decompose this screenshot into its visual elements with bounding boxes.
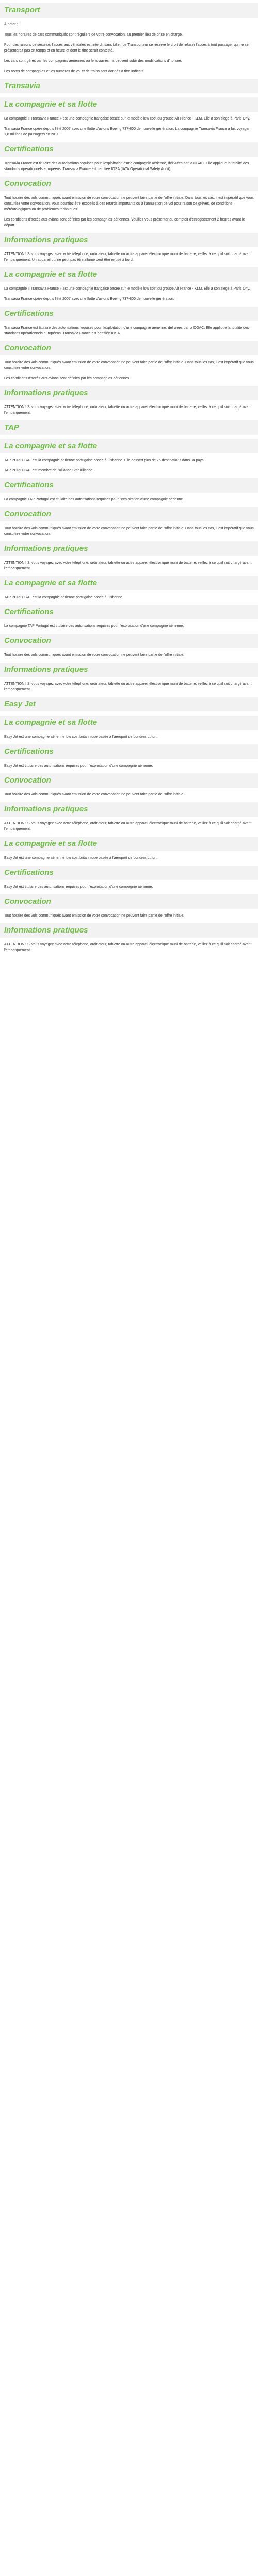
paragraph: ATTENTION ! Si vous voyagez avec votre téléphone, ordinateur, tablette ou autre appareil électronique muni de batterie, veillez à ce qu'il soit chargé avant l'embarquement.	[4, 682, 252, 691]
paragraph: Les conditions d'accès aux avions sont définies par les compagnies aériennes. Veuillez vous présenter au comptoir d'enregistrement 2 heures avant le départ.	[4, 218, 245, 227]
paragraph: TAP PORTUGAL est la compagnie aérienne portugaise basée à Lisbonne.	[4, 596, 123, 599]
section-header: Certifications	[0, 307, 258, 321]
paragraph: Pour des raisons de sécurité, l'accès aux véhicules est interdit sans billet. Le Transporteur se réserve le droit de refuser l'accès à tout passager qui ne se présenterait pas en temps et en heure et dont le titre serait contesté.	[4, 43, 249, 53]
paragraph: Les noms de compagnies et les numéros de vol et de trains sont donnés à titre indicatif.	[4, 70, 144, 73]
section-header: Certifications	[0, 478, 258, 493]
section-header: Convocation	[0, 341, 258, 355]
section-body	[0, 560, 258, 571]
section-header: La compagnie et sa flotte	[0, 837, 258, 851]
section-body	[0, 116, 258, 138]
section-body	[0, 497, 258, 502]
paragraph: TAP PORTUGAL est la compagnie aérienne portugaise basée à Lisbonne. Elle dessert plus de 75 destinations dans 34 pays.	[4, 459, 205, 462]
section-body	[0, 681, 258, 692]
section-body	[0, 360, 258, 381]
section-body	[0, 623, 258, 629]
section-body	[0, 884, 258, 890]
section-header: La compagnie et sa flotte	[0, 716, 258, 730]
section-header: Informations pratiques	[0, 233, 258, 247]
section-header: Informations pratiques	[0, 386, 258, 400]
paragraph: Transavia France opère depuis l'été 2007 avec une flotte d'avions Boeing 737-800 de nouvelle génération.	[4, 297, 174, 301]
paragraph: La compagnie « Transavia France » est une compagnie française basée sur le modèle low cost du groupe Air France - KLM. Elle a son siège à Paris Orly.	[4, 287, 250, 291]
section-header: Easy Jet	[0, 697, 258, 711]
paragraph: À noter :	[4, 23, 18, 26]
paragraph: ATTENTION ! Si vous voyagez avec votre téléphone, ordinateur, tablette ou autre appareil électronique muni de batterie, veillez à ce qu'il soit chargé avant l'embarquement. Un appareil qui ne peut pas être allumé peut être refusé à bord.	[4, 252, 252, 262]
section-body	[0, 286, 258, 302]
paragraph: Tous les horaires de cars communiqués sont réguliers de votre convocation, au premier lieu de prise en charge.	[4, 33, 183, 37]
section-body	[0, 325, 258, 336]
section-body	[0, 855, 258, 861]
paragraph: Easy Jet est une compagnie aérienne low cost britannique basée à l'aéroport de Londres Luton.	[4, 735, 158, 739]
paragraph: Les conditions d'accès aux avions sont définies par les compagnies aériennes.	[4, 377, 131, 380]
section-header: La compagnie et sa flotte	[0, 97, 258, 112]
section-body	[0, 942, 258, 953]
paragraph: ATTENTION ! Si vous voyagez avec votre téléphone, ordinateur, tablette ou autre appareil électronique muni de batterie, veillez à ce qu'il soit chargé avant l'embarquement.	[4, 405, 252, 415]
section-header: Transport	[0, 3, 258, 18]
section-header: Informations pratiques	[0, 663, 258, 677]
section-header: Certifications	[0, 605, 258, 619]
section-body	[0, 526, 258, 537]
section-body	[0, 251, 258, 263]
paragraph: TAP PORTUGAL est membre de l'alliance Star Alliance.	[4, 469, 94, 472]
section-header: Transavia	[0, 79, 258, 93]
paragraph: Tout horaire des vols communiqués avant émission de votre convocation ne peuvent faire partie de l'offre initiale.	[4, 914, 185, 918]
section-header: Informations pratiques	[0, 802, 258, 817]
paragraph: Easy Jet est titulaire des autorisations requises pour l'exploitation d'une compagnie aérienne.	[4, 885, 153, 889]
section-body	[0, 404, 258, 416]
section-header: Convocation	[0, 894, 258, 909]
paragraph: La compagnie TAP Portugal est titulaire des autorisations requises pour l'exploitation d'une compagnie aérienne.	[4, 624, 184, 628]
section-body	[0, 457, 258, 473]
section-header: La compagnie et sa flotte	[0, 576, 258, 590]
paragraph: Transavia France est titulaire des autorisations requises pour l'exploitation d'une compagnie aérienne, délivrées par la DGAC. Elle applique la totalité des standards opérationnels européens. Transavia France est certifiée IOSA.	[4, 326, 249, 335]
paragraph: Tout horaire des vols communiqués avant émission de votre convocation ne peuvent faire partie de l'offre initiale. Dans tous les cas, il est impératif que vous consultiez votre convocation. Vous pourriez être exposés à des retards importants ou à l'annulation de vol pour raison de grèves, de conditions météorologiques ou de problèmes techniques.	[4, 196, 254, 211]
paragraph: Les cars sont gérés par les compagnies aériennes ou ferroviaires. Ils peuvent subir des modifications d'horaire.	[4, 59, 182, 63]
section-header: Informations pratiques	[0, 541, 258, 556]
section-body	[0, 821, 258, 832]
section-header: Convocation	[0, 773, 258, 788]
section-header: Certifications	[0, 866, 258, 880]
section-header: Certifications	[0, 744, 258, 759]
paragraph: La compagnie TAP Portugal est titulaire des autorisations requises pour l'exploitation d'une compagnie aérienne.	[4, 498, 184, 501]
paragraph: Tout horaire des vols communiqués avant émission de votre convocation ne peuvent faire partie de l'offre initiale.	[4, 793, 185, 796]
section-header: La compagnie et sa flotte	[0, 439, 258, 453]
paragraph: ATTENTION ! Si vous voyagez avec votre téléphone, ordinateur, tablette ou autre appareil électronique muni de batterie, veillez à ce qu'il soit chargé avant l'embarquement.	[4, 561, 252, 570]
section-header: Convocation	[0, 507, 258, 521]
section-header: Convocation	[0, 177, 258, 191]
paragraph: Tout horaire des vols communiqués avant émission de votre convocation ne peuvent faire partie de l'offre initiale. Dans tous les cas, il est impératif que vous consultiez votre convocation.	[4, 527, 254, 536]
paragraph: La compagnie « Transavia France » est une compagnie française basée sur le modèle low cost du groupe Air France - KLM. Elle a son siège à Paris Orly.	[4, 117, 250, 121]
section-body	[0, 595, 258, 600]
paragraph: Tout horaire des vols communiqués avant émission de votre convocation ne peuvent faire partie de l'offre initiale.	[4, 653, 185, 657]
section-header: Convocation	[0, 634, 258, 648]
paragraph: Transavia France opère depuis l'été 2007 avec une flotte d'avions Boeing 737-800 de nouvelle génération. La compagnie Transavia France a fait voyager 1,8 millions de passagers en 2011.	[4, 127, 250, 137]
section-body	[0, 161, 258, 172]
section-body	[0, 913, 258, 919]
section-body	[0, 195, 258, 228]
section-header: TAP	[0, 420, 258, 435]
paragraph: ATTENTION ! Si vous voyagez avec votre téléphone, ordinateur, tablette ou autre appareil électronique muni de batterie, veillez à ce qu'il soit chargé avant l'embarquement.	[4, 822, 252, 831]
paragraph: Easy Jet est titulaire des autorisations requises pour l'exploitation d'une compagnie aérienne.	[4, 764, 153, 768]
section-body	[0, 763, 258, 769]
paragraph: ATTENTION ! Si vous voyagez avec votre téléphone, ordinateur, tablette ou autre appareil électronique muni de batterie, veillez à ce qu'il soit chargé avant l'embarquement.	[4, 943, 252, 952]
section-header: La compagnie et sa flotte	[0, 267, 258, 282]
paragraph: Transavia France est titulaire des autorisations requises pour l'exploitation d'une compagnie aérienne, délivrées par la DGAC. Elle applique la totalité des standards opérationnels européens. Transavia France est certifiée IOSA (IATA Operational Safety Audit).	[4, 162, 249, 171]
section-body	[0, 22, 258, 74]
section-header: Informations pratiques	[0, 923, 258, 938]
section-body	[0, 734, 258, 740]
section-header: Certifications	[0, 142, 258, 157]
section-body	[0, 792, 258, 798]
section-body	[0, 652, 258, 658]
paragraph: Easy Jet est une compagnie aérienne low cost britannique basée à l'aéroport de Londres Luton.	[4, 856, 158, 860]
paragraph: Tout horaire des vols communiqués avant émission de votre convocation ne peuvent faire partie de l'offre initiale. Dans tous les cas, il est impératif que vous consultiez votre convocation.	[4, 361, 254, 370]
